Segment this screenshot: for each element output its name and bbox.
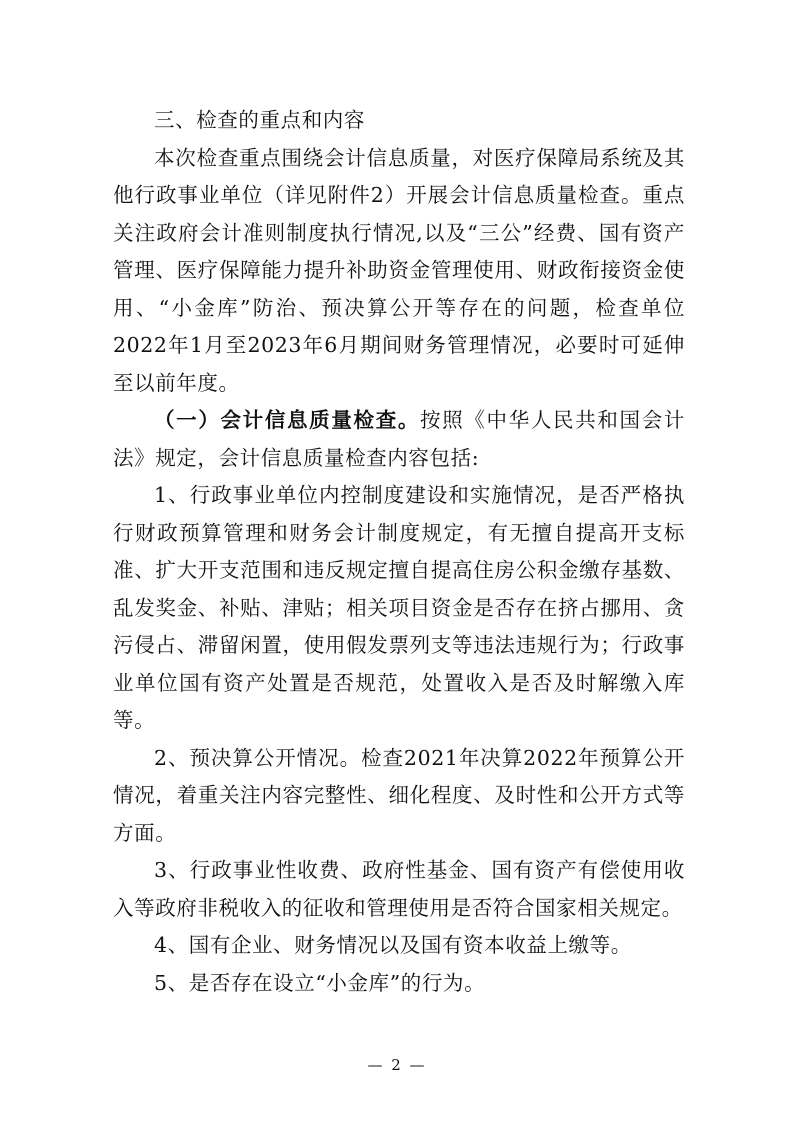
page-number: — 2 —: [367, 1056, 427, 1074]
intro-paragraph: 本次检查重点围绕会计信息质量，对医疗保障局系统及其他行政事业单位（详见附件2）开展会计信息质量检查。重点关注政府会计准则制度执行情况,以及“三公”经费、国有资产管理、医疗保障能力提升补助资金管理使用、财政衔接资金使用、“小金库”防治、预决算公开等存在的问题，检查单位2022年1月至2023年6月期间财务管理情况，必要时可延伸至以前年度。: [113, 145, 685, 395]
document-body: [113, 102, 685, 1002]
list-item-1: 1、行政事业单位内控制度建设和实施情况，是否严格执行财政预算管理和财务会计制度规定，有无擅自提高开支标准、扩大开支范围和违反规定擅自提高住房公积金缴存基数、乱发奖金、补贴、津贴；相关项目资金是否存在挤占挪用、贪污侵占、滞留闲置，使用假发票列支等违法违规行为；行政事业单位国有资产处置是否规范，处置收入是否及时解缴入库等。: [113, 483, 685, 732]
subsection-intro: 按照《中华人民共和国会计法》规定，会计信息质量检查内容包括:: [113, 408, 685, 470]
list-item-2: 2、预决算公开情况。检查2021年决算2022年预算公开情况，着重关注内容完整性、细化程度、及时性和公开方式等方面。: [113, 745, 685, 845]
list-item-5: 5、是否存在设立“小金库”的行为。: [154, 970, 486, 995]
subsection-heading: （一）会计信息质量检查。: [154, 408, 421, 432]
list-item-3: 3、行政事业性收费、政府性基金、国有资产有偿使用收入等政府非税收入的征收和管理使用是否符合国家相关规定。: [113, 858, 685, 920]
section-heading: 三、检查的重点和内容: [154, 108, 365, 132]
subsection-paragraph: [113, 402, 685, 477]
list-item-4: 4、国有企业、财务情况以及国有资本收益上缴等。: [154, 933, 632, 957]
